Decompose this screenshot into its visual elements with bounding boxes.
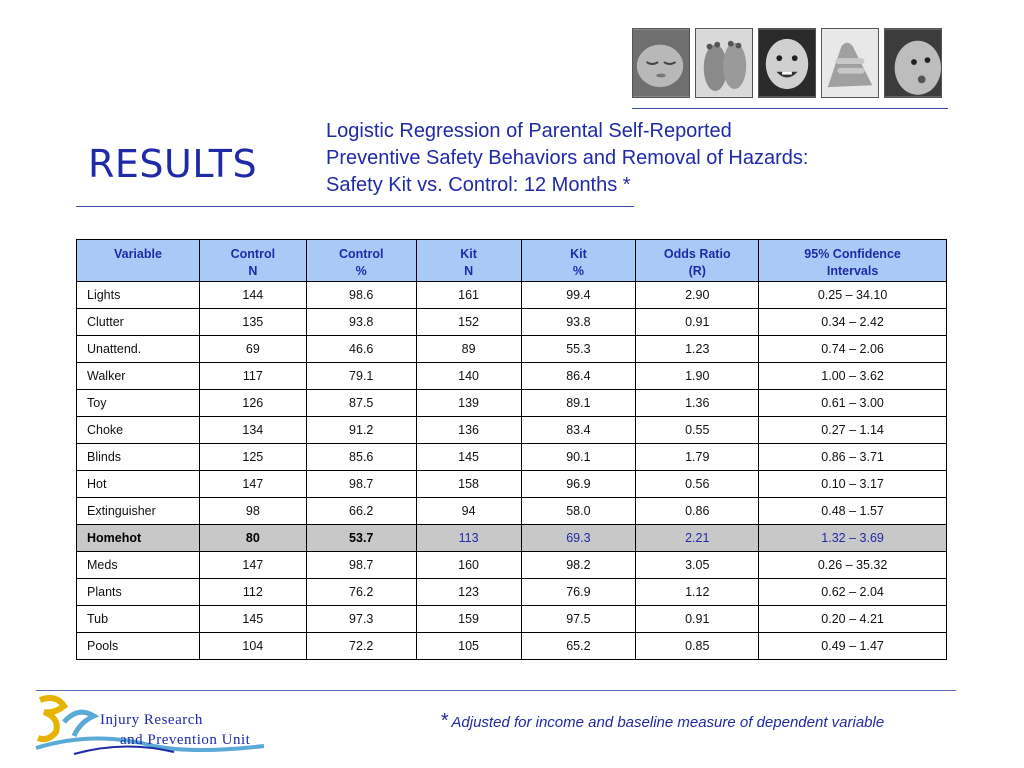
table-cell: 72.2 <box>306 633 416 660</box>
subtitle-line-2: Preventive Safety Behaviors and Removal of Hazards: <box>326 147 809 169</box>
table-cell: 0.62 – 2.04 <box>759 579 947 606</box>
row-variable-cell: Unattend. <box>77 336 200 363</box>
column-header-line-1: Control <box>230 247 276 261</box>
table-cell: 76.2 <box>306 579 416 606</box>
table-cell: 0.27 – 1.14 <box>759 417 947 444</box>
column-header-line-1: Kit <box>460 247 477 261</box>
table-cell: 158 <box>416 471 521 498</box>
table-cell: 147 <box>199 552 306 579</box>
table-row <box>77 417 947 444</box>
table-cell: 0.61 – 3.00 <box>759 390 947 417</box>
row-variable-cell: Clutter <box>77 309 200 336</box>
table-cell: 83.4 <box>521 417 636 444</box>
column-header-line-1: Control <box>339 247 384 261</box>
column-header <box>521 240 636 282</box>
table-row <box>77 282 947 309</box>
table-cell: 0.10 – 3.17 <box>759 471 947 498</box>
table-cell: 87.5 <box>306 390 416 417</box>
table-cell: 144 <box>199 282 306 309</box>
slide-subtitle <box>326 118 926 199</box>
table-cell: 0.25 – 34.10 <box>759 282 947 309</box>
table-cell: 55.3 <box>521 336 636 363</box>
table-row <box>77 309 947 336</box>
table-cell: 0.56 <box>636 471 759 498</box>
table-header-row <box>77 240 947 282</box>
title-divider <box>76 206 634 207</box>
row-variable-cell: Pools <box>77 633 200 660</box>
table-cell: 89 <box>416 336 521 363</box>
table-cell: 98.6 <box>306 282 416 309</box>
baby-hand-photo <box>821 28 879 98</box>
table-cell: 117 <box>199 363 306 390</box>
table-row <box>77 606 947 633</box>
table-cell: 86.4 <box>521 363 636 390</box>
column-header <box>306 240 416 282</box>
table-cell: 0.49 – 1.47 <box>759 633 947 660</box>
top-divider <box>632 108 948 109</box>
table-cell: 0.20 – 4.21 <box>759 606 947 633</box>
subtitle-line-1: Logistic Regression of Parental Self-Reported <box>326 120 732 142</box>
table-row <box>77 633 947 660</box>
table-cell: 145 <box>416 444 521 471</box>
table-cell: 147 <box>199 471 306 498</box>
results-table <box>76 239 947 660</box>
row-variable-cell: Hot <box>77 471 200 498</box>
table-cell: 98.2 <box>521 552 636 579</box>
table-cell: 105 <box>416 633 521 660</box>
table-cell: 1.79 <box>636 444 759 471</box>
page-title: RESULTS <box>88 142 258 186</box>
table-cell: 79.1 <box>306 363 416 390</box>
row-variable-cell: Extinguisher <box>77 498 200 525</box>
footnote <box>440 710 884 733</box>
table-cell: 145 <box>199 606 306 633</box>
table-row <box>77 498 947 525</box>
table-cell: 0.86 <box>636 498 759 525</box>
table-cell: 112 <box>199 579 306 606</box>
table-row <box>77 525 947 552</box>
table-cell: 94 <box>416 498 521 525</box>
table-cell: 98 <box>199 498 306 525</box>
subtitle-line-3: Safety Kit vs. Control: 12 Months * <box>326 174 631 196</box>
table-cell: 80 <box>199 525 306 552</box>
table-cell: 65.2 <box>521 633 636 660</box>
table-cell: 89.1 <box>521 390 636 417</box>
table-cell: 135 <box>199 309 306 336</box>
row-variable-cell: Choke <box>77 417 200 444</box>
table-cell: 0.34 – 2.42 <box>759 309 947 336</box>
row-variable-cell: Lights <box>77 282 200 309</box>
table-row <box>77 552 947 579</box>
bottom-divider <box>36 690 956 691</box>
table-cell: 3.05 <box>636 552 759 579</box>
table-cell: 0.26 – 35.32 <box>759 552 947 579</box>
table-row <box>77 363 947 390</box>
table-cell: 53.7 <box>306 525 416 552</box>
table-cell: 97.5 <box>521 606 636 633</box>
table-cell: 91.2 <box>306 417 416 444</box>
column-header-line-2: % <box>355 264 367 278</box>
table-cell: 0.91 <box>636 606 759 633</box>
table-cell: 99.4 <box>521 282 636 309</box>
column-header-line-1: Kit <box>570 247 587 261</box>
table-cell: 85.6 <box>306 444 416 471</box>
table-cell: 46.6 <box>306 336 416 363</box>
table-cell: 1.00 – 3.62 <box>759 363 947 390</box>
baby-feet-photo <box>695 28 753 98</box>
baby-face-photo <box>884 28 942 98</box>
table-cell: 93.8 <box>306 309 416 336</box>
table-cell: 0.55 <box>636 417 759 444</box>
table-cell: 161 <box>416 282 521 309</box>
table-cell: 1.12 <box>636 579 759 606</box>
column-header-line-2: Intervals <box>826 264 879 278</box>
table-row <box>77 444 947 471</box>
table-cell: 136 <box>416 417 521 444</box>
table-cell: 2.21 <box>636 525 759 552</box>
table-row <box>77 471 947 498</box>
table-cell: 0.85 <box>636 633 759 660</box>
table-cell: 104 <box>199 633 306 660</box>
row-variable-cell: Toy <box>77 390 200 417</box>
column-header <box>416 240 521 282</box>
table-cell: 0.91 <box>636 309 759 336</box>
table-cell: 0.48 – 1.57 <box>759 498 947 525</box>
table-cell: 140 <box>416 363 521 390</box>
footnote-asterisk: * <box>440 710 448 732</box>
table-cell: 1.23 <box>636 336 759 363</box>
row-variable-cell: Tub <box>77 606 200 633</box>
table-cell: 93.8 <box>521 309 636 336</box>
column-header-line-1: Odds Ratio <box>663 247 731 261</box>
table-cell: 66.2 <box>306 498 416 525</box>
table-cell: 76.9 <box>521 579 636 606</box>
row-variable-cell: Walker <box>77 363 200 390</box>
table-cell: 69 <box>199 336 306 363</box>
table-cell: 98.7 <box>306 552 416 579</box>
column-header <box>759 240 947 282</box>
column-header <box>77 240 200 282</box>
row-variable-cell: Homehot <box>77 525 200 552</box>
column-header-line-2: N <box>464 264 474 278</box>
table-cell: 90.1 <box>521 444 636 471</box>
row-variable-cell: Plants <box>77 579 200 606</box>
column-header-line-1: Variable <box>113 247 162 261</box>
column-header-line-2: N <box>248 264 258 278</box>
table-cell: 160 <box>416 552 521 579</box>
table-cell: 97.3 <box>306 606 416 633</box>
table-row <box>77 579 947 606</box>
column-header-line-1: 95% Confidence <box>804 247 901 261</box>
column-header-line-2: % <box>572 264 584 278</box>
table-cell: 126 <box>199 390 306 417</box>
table-body <box>77 282 947 660</box>
logo-line-2: and Prevention Unit <box>120 732 251 748</box>
table-cell: 159 <box>416 606 521 633</box>
table-cell: 125 <box>199 444 306 471</box>
table-row <box>77 390 947 417</box>
footnote-text: Adjusted for income and baseline measure of dependent variable <box>447 714 885 731</box>
table-cell: 0.86 – 3.71 <box>759 444 947 471</box>
column-header <box>636 240 759 282</box>
table-row <box>77 336 947 363</box>
table-cell: 2.90 <box>636 282 759 309</box>
table-cell: 1.90 <box>636 363 759 390</box>
table-cell: 69.3 <box>521 525 636 552</box>
table-cell: 113 <box>416 525 521 552</box>
sleeping-baby-photo <box>632 28 690 98</box>
table-cell: 58.0 <box>521 498 636 525</box>
column-header-line-2: (R) <box>688 264 706 278</box>
table-cell: 152 <box>416 309 521 336</box>
logo-line-1: Injury Research <box>100 712 203 728</box>
column-header <box>199 240 306 282</box>
table-cell: 96.9 <box>521 471 636 498</box>
table-cell: 1.36 <box>636 390 759 417</box>
photo-strip <box>632 28 950 98</box>
table-cell: 0.74 – 2.06 <box>759 336 947 363</box>
table-cell: 1.32 – 3.69 <box>759 525 947 552</box>
row-variable-cell: Blinds <box>77 444 200 471</box>
smiling-baby-photo <box>758 28 816 98</box>
table-cell: 98.7 <box>306 471 416 498</box>
table-cell: 139 <box>416 390 521 417</box>
table-cell: 123 <box>416 579 521 606</box>
table-cell: 134 <box>199 417 306 444</box>
row-variable-cell: Meds <box>77 552 200 579</box>
